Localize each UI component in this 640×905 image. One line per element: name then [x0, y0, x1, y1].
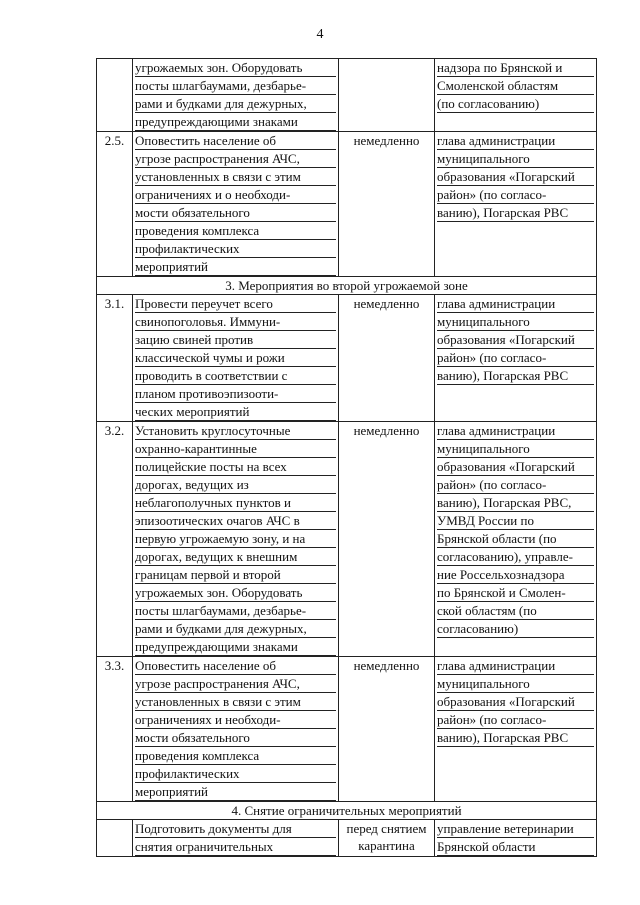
task-text: [133, 820, 339, 857]
responsible-text-line: муниципального: [437, 440, 594, 458]
table-row: [97, 295, 597, 422]
responsible-text: [435, 295, 597, 422]
responsible-text-line: ванию), Погарская РВС: [437, 367, 594, 385]
responsible-text-line: муниципального: [437, 150, 594, 168]
task-text-line: угрожаемых зон. Оборудовать: [135, 584, 336, 602]
table-row: [97, 657, 597, 802]
responsible-text-line: район» (по согласо-: [437, 349, 594, 367]
item-number: 3.1.: [97, 295, 133, 422]
task-text-line: свинопоголовья. Иммуни-: [135, 313, 336, 331]
task-text-line: ограничениях и необходи-: [135, 711, 336, 729]
deadline-text-line: немедленно: [353, 423, 420, 438]
responsible-text: [435, 657, 597, 802]
deadline-text: [339, 59, 435, 132]
responsible-text-line: муниципального: [437, 675, 594, 693]
task-text-line: ческих мероприятий: [135, 403, 336, 421]
task-text-line: эпизоотических очагов АЧС в: [135, 512, 336, 530]
task-text-line: классической чумы и рожи: [135, 349, 336, 367]
task-text-line: первую угрожаемую зону, и на: [135, 530, 336, 548]
deadline-text: [339, 657, 435, 802]
task-text-line: Установить круглосуточные: [135, 422, 336, 440]
task-text-line: снятия ограничительных: [135, 838, 336, 856]
task-text-line: мости обязательного: [135, 729, 336, 747]
responsible-text-line: глава администрации: [437, 132, 594, 150]
responsible-text-line: Смоленской областям: [437, 77, 594, 95]
responsible-text-line: образования «Погарский: [437, 693, 594, 711]
task-text-line: установленных в связи с этим: [135, 168, 336, 186]
responsible-text-line: образования «Погарский: [437, 331, 594, 349]
task-text-line: ограничениях и о необходи-: [135, 186, 336, 204]
task-text-line: рами и будками для дежурных,: [135, 620, 336, 638]
task-text: [133, 132, 339, 277]
deadline-text: [339, 295, 435, 422]
task-text-line: Оповестить население об: [135, 132, 336, 150]
task-text-line: рами и будками для дежурных,: [135, 95, 336, 113]
item-number: [97, 59, 133, 132]
task-text-line: дорогах, ведущих к внешним: [135, 548, 336, 566]
table-row: [97, 132, 597, 277]
responsible-text-line: район» (по согласо-: [437, 186, 594, 204]
item-number: 2.5.: [97, 132, 133, 277]
responsible-text-line: район» (по согласо-: [437, 711, 594, 729]
task-text-line: Подготовить документы для: [135, 820, 336, 838]
task-text-line: зацию свиней против: [135, 331, 336, 349]
task-text: [133, 295, 339, 422]
responsible-text-line: образования «Погарский: [437, 168, 594, 186]
responsible-text-line: согласованию): [437, 620, 594, 638]
deadline-text-line: немедленно: [353, 658, 420, 673]
task-text-line: установленных в связи с этим: [135, 693, 336, 711]
task-text-line: дорогах, ведущих из: [135, 476, 336, 494]
item-number: 3.3.: [97, 657, 133, 802]
task-text-line: границам первой и второй: [135, 566, 336, 584]
responsible-text-line: УМВД России по: [437, 512, 594, 530]
task-text-line: предупреждающими знаками: [135, 638, 336, 656]
responsible-text-line: муниципального: [437, 313, 594, 331]
task-text-line: посты шлагбаумами, дезбарье-: [135, 602, 336, 620]
responsible-text: [435, 59, 597, 132]
task-text-line: планом противоэпизооти-: [135, 385, 336, 403]
task-text: [133, 422, 339, 657]
responsible-text-line: образования «Погарский: [437, 458, 594, 476]
section-title: 3. Мероприятия во второй угрожаемой зоне: [97, 277, 597, 295]
task-text-line: профилактических: [135, 240, 336, 258]
measures-table: [96, 58, 597, 857]
section-header-row: [97, 277, 597, 295]
task-text-line: охранно-карантинные: [135, 440, 336, 458]
deadline-text: [339, 820, 435, 857]
responsible-text-line: Брянской области (по: [437, 530, 594, 548]
task-text-line: профилактических: [135, 765, 336, 783]
responsible-text-line: глава администрации: [437, 657, 594, 675]
table-row: [97, 422, 597, 657]
task-text-line: угрозе распространения АЧС,: [135, 150, 336, 168]
responsible-text-line: согласованию), управле-: [437, 548, 594, 566]
task-text-line: проводить в соответствии с: [135, 367, 336, 385]
responsible-text-line: глава администрации: [437, 422, 594, 440]
deadline-text-line: немедленно: [353, 296, 420, 311]
item-number: 3.2.: [97, 422, 133, 657]
task-text-line: мероприятий: [135, 783, 336, 801]
responsible-text-line: Брянской области: [437, 838, 594, 856]
task-text-line: полицейские посты на всех: [135, 458, 336, 476]
task-text: [133, 59, 339, 132]
responsible-text-line: надзора по Брянской и: [437, 59, 594, 77]
responsible-text-line: ванию), Погарская РВС: [437, 204, 594, 222]
responsible-text-line: район» (по согласо-: [437, 476, 594, 494]
responsible-text: [435, 820, 597, 857]
section-title: 4. Снятие ограничительных мероприятий: [97, 802, 597, 820]
responsible-text-line: ванию), Погарская РВС: [437, 729, 594, 747]
item-number: [97, 820, 133, 857]
deadline-text-line: перед снятием: [346, 821, 427, 836]
deadline-text: [339, 132, 435, 277]
task-text-line: предупреждающими знаками: [135, 113, 336, 131]
task-text-line: угрозе распространения АЧС,: [135, 675, 336, 693]
responsible-text-line: управление ветеринарии: [437, 820, 594, 838]
task-text-line: проведения комплекса: [135, 747, 336, 765]
deadline-text: [339, 422, 435, 657]
responsible-text-line: ской областям (по: [437, 602, 594, 620]
task-text-line: мости обязательного: [135, 204, 336, 222]
responsible-text-line: глава администрации: [437, 295, 594, 313]
responsible-text: [435, 422, 597, 657]
task-text: [133, 657, 339, 802]
table-row: [97, 59, 597, 132]
page-number: 4: [316, 27, 324, 42]
task-text-line: посты шлагбаумами, дезбарье-: [135, 77, 336, 95]
responsible-text-line: по Брянской и Смолен-: [437, 584, 594, 602]
task-text-line: Провести переучет всего: [135, 295, 336, 313]
responsible-text: [435, 132, 597, 277]
deadline-text-line: карантина: [358, 838, 415, 853]
deadline-text-line: немедленно: [353, 133, 420, 148]
responsible-text-line: (по согласованию): [437, 95, 594, 113]
table-row: [97, 820, 597, 857]
task-text-line: проведения комплекса: [135, 222, 336, 240]
responsible-text-line: ние Россельхознадзора: [437, 566, 594, 584]
task-text-line: угрожаемых зон. Оборудовать: [135, 59, 336, 77]
responsible-text-line: ванию), Погарская РВС,: [437, 494, 594, 512]
task-text-line: мероприятий: [135, 258, 336, 276]
task-text-line: неблагополучных пунктов и: [135, 494, 336, 512]
task-text-line: Оповестить население об: [135, 657, 336, 675]
section-header-row: [97, 802, 597, 820]
